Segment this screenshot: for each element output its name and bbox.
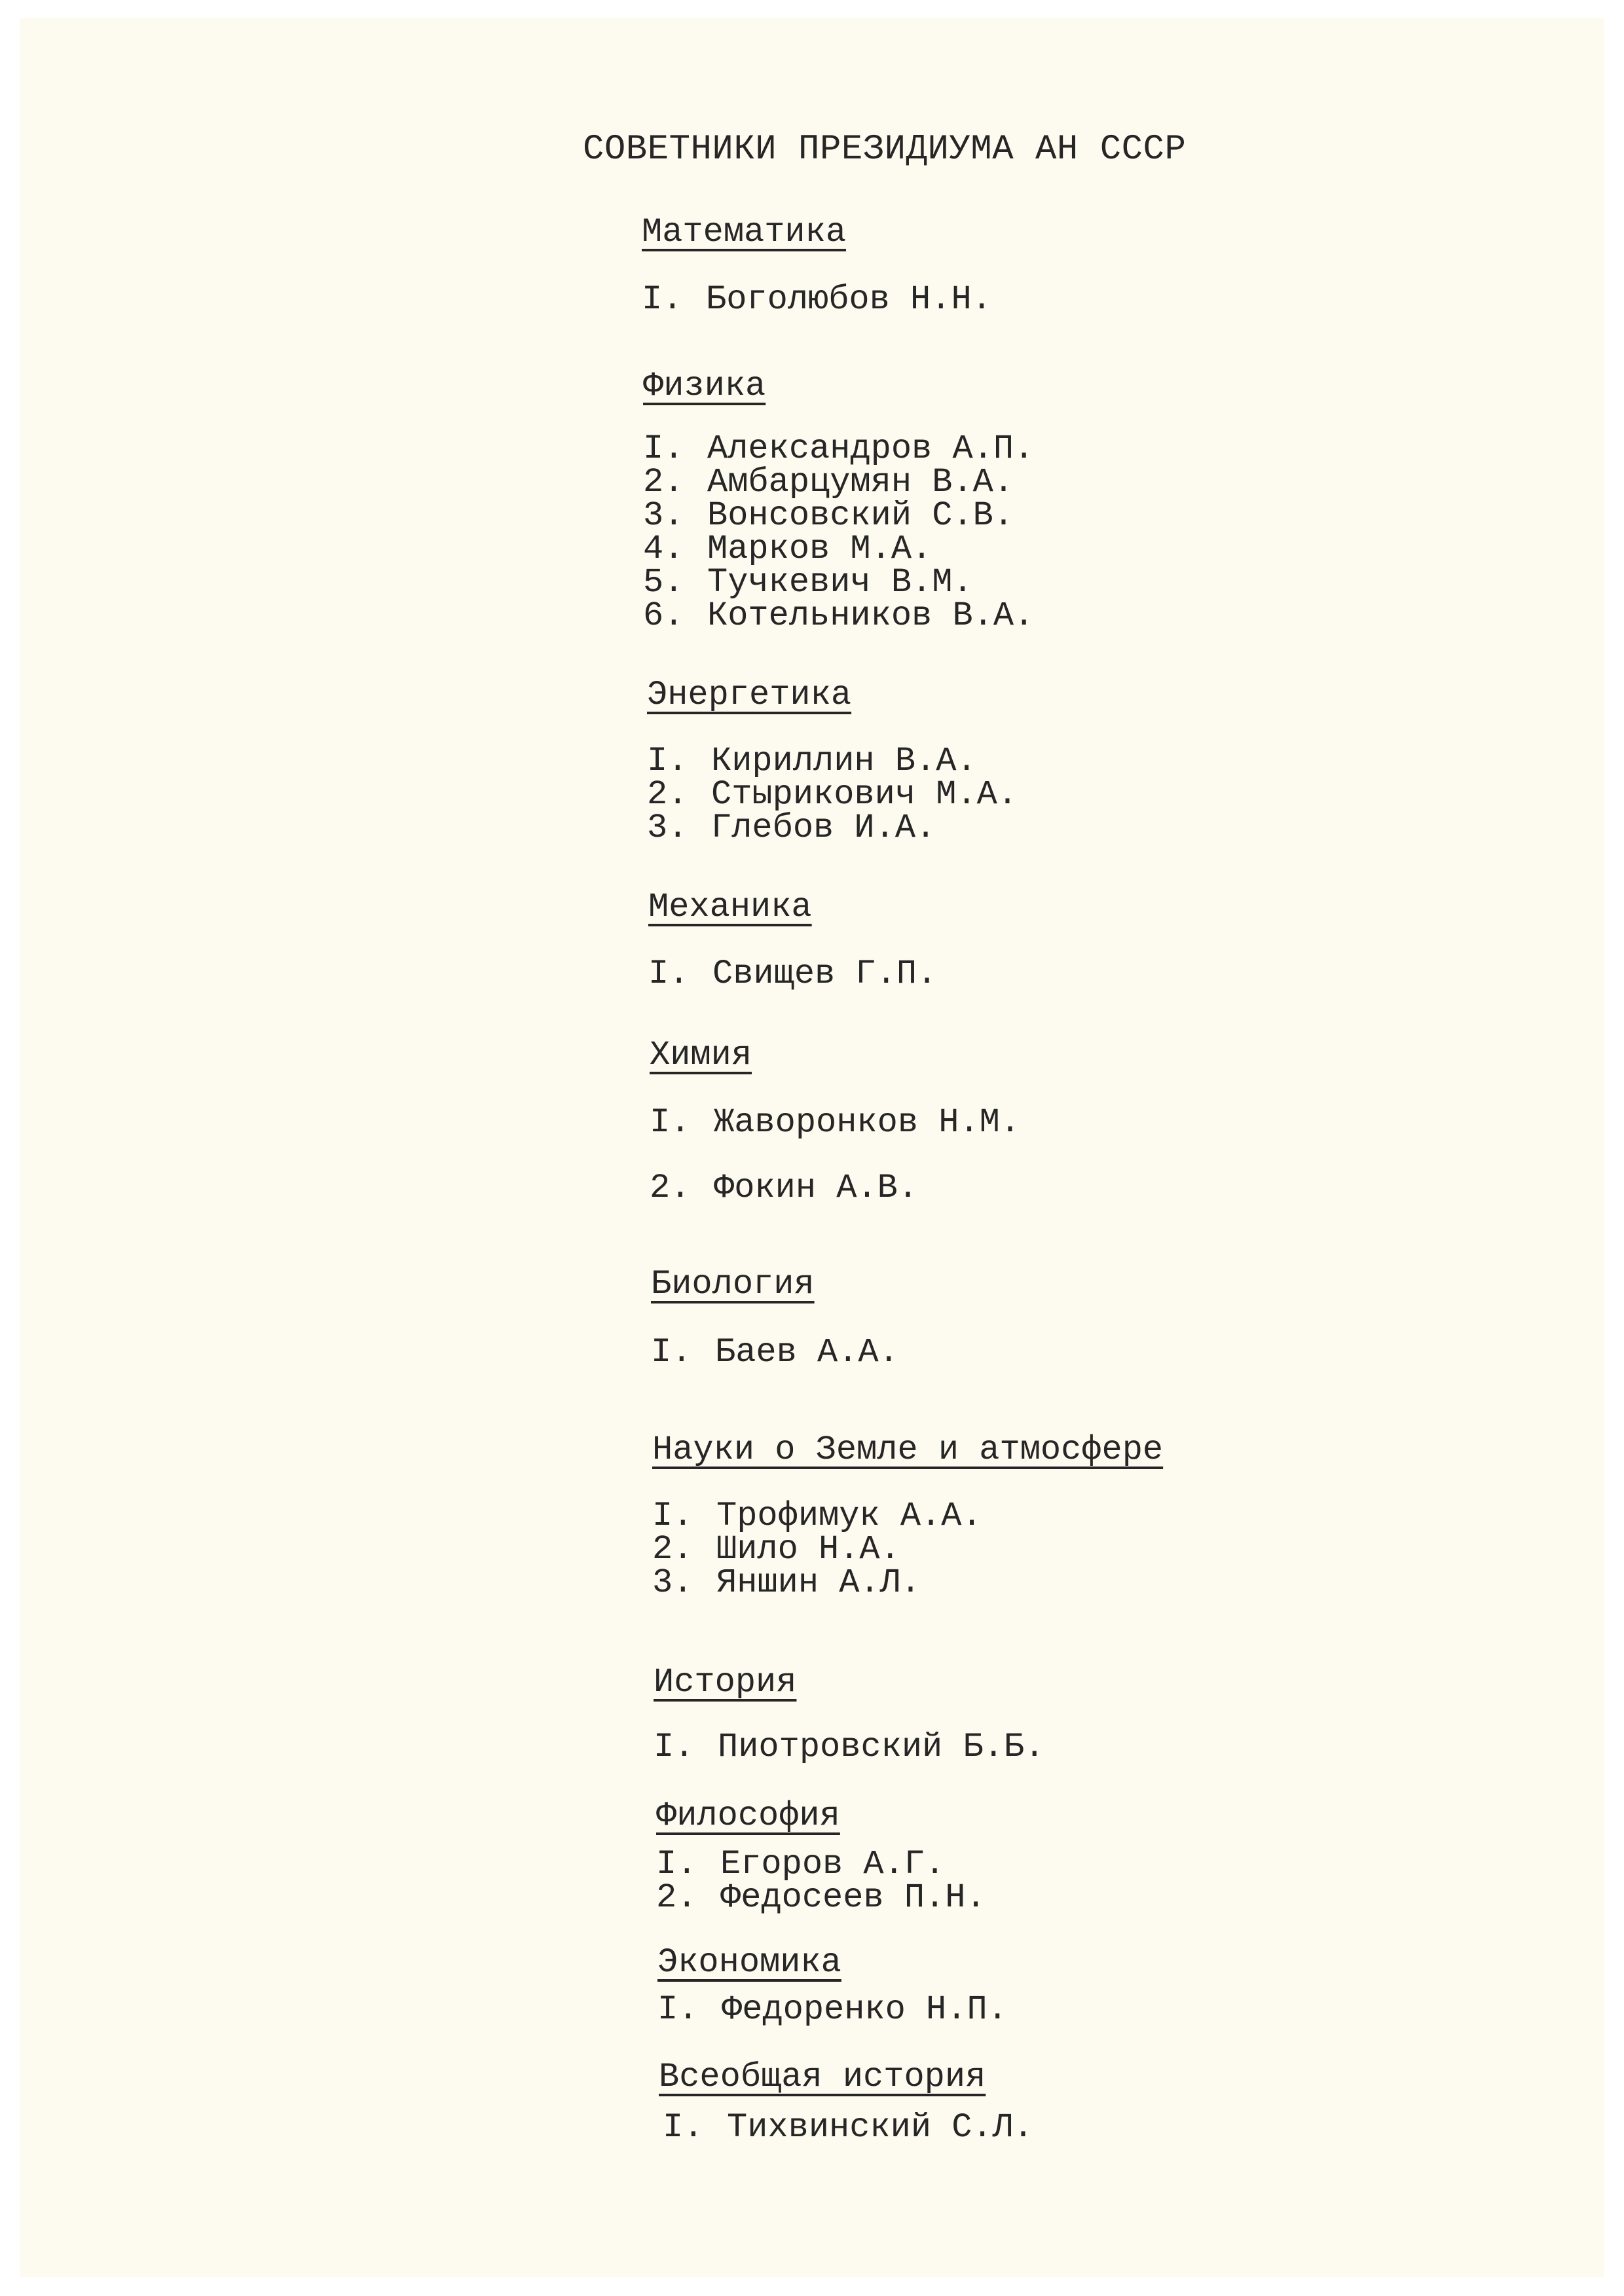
section-heading-philosophy: Философия	[656, 1796, 840, 1835]
section-heading-mathematics: Математика	[642, 213, 847, 251]
section-list-history	[654, 1730, 1044, 1764]
section-heading-economics: Экономика	[657, 1943, 841, 1982]
list-item: I. Егоров А.Г.	[656, 1845, 946, 1884]
section-list-earth-sciences	[652, 1497, 982, 1602]
list-item: I. Александров А.П.	[643, 429, 1035, 468]
list-item: I. Баев А.А.	[651, 1333, 899, 1372]
list-item: I. Федоренко Н.П.	[657, 1990, 1008, 2029]
document-title: СОВЕТНИКИ ПРЕЗИДИУМА АН СССР	[583, 130, 1187, 170]
section-list-mechanics	[648, 957, 937, 991]
section-heading-history: История	[654, 1663, 797, 1702]
list-item: I. Кириллин В.А.	[647, 742, 977, 780]
list-item: 3. Яншин А.Л.	[652, 1563, 921, 1602]
list-item: 6. Котельников В.А.	[643, 596, 1035, 635]
section-heading-world-history: Всеобщая история	[659, 2058, 986, 2096]
section-list-chemistry	[650, 1090, 1020, 1221]
section-list-philosophy	[656, 1845, 986, 1917]
list-item: 4. Марков М.А.	[643, 530, 932, 568]
section-heading-chemistry: Химия	[650, 1036, 752, 1074]
list-item: I. Боголюбов Н.Н.	[642, 280, 992, 319]
list-item: 2. Фокин А.В.	[650, 1169, 919, 1207]
section-heading-earth-sciences: Науки о Земле и атмосфере	[652, 1430, 1164, 1469]
section-list-physics	[643, 429, 1035, 635]
list-item: I. Трофимук А.А.	[652, 1497, 982, 1535]
list-item: 2. Амбарцумян В.А.	[643, 463, 1014, 501]
section-heading-mechanics: Механика	[648, 888, 812, 926]
list-item: 2. Стырикович М.А.	[647, 775, 1018, 814]
section-list-biology	[651, 1333, 899, 1372]
list-item: 2. Федосеев П.Н.	[656, 1878, 986, 1917]
list-item: I. Жаворонков Н.М.	[650, 1103, 1021, 1142]
section-list-mathematics	[642, 280, 992, 319]
section-list-world-history	[663, 2108, 1034, 2147]
section-heading-physics: Физика	[643, 367, 766, 405]
section-list-energetics	[647, 744, 1018, 845]
list-item: I. Пиотровский Б.Б.	[654, 1728, 1045, 1766]
list-item: 5. Тучкевич В.М.	[643, 563, 973, 602]
section-list-economics	[657, 1990, 1008, 2029]
list-item: I. Тихвинский С.Л.	[663, 2108, 1034, 2147]
list-item: 3. Вонсовский С.В.	[643, 496, 1014, 535]
section-heading-biology: Биология	[651, 1265, 815, 1303]
section-heading-energetics: Энергетика	[647, 676, 852, 714]
list-item: I. Свищев Г.П.	[648, 955, 938, 993]
list-item: 2. Шило Н.А.	[652, 1530, 900, 1569]
list-item: 3. Глебов И.А.	[647, 809, 936, 847]
